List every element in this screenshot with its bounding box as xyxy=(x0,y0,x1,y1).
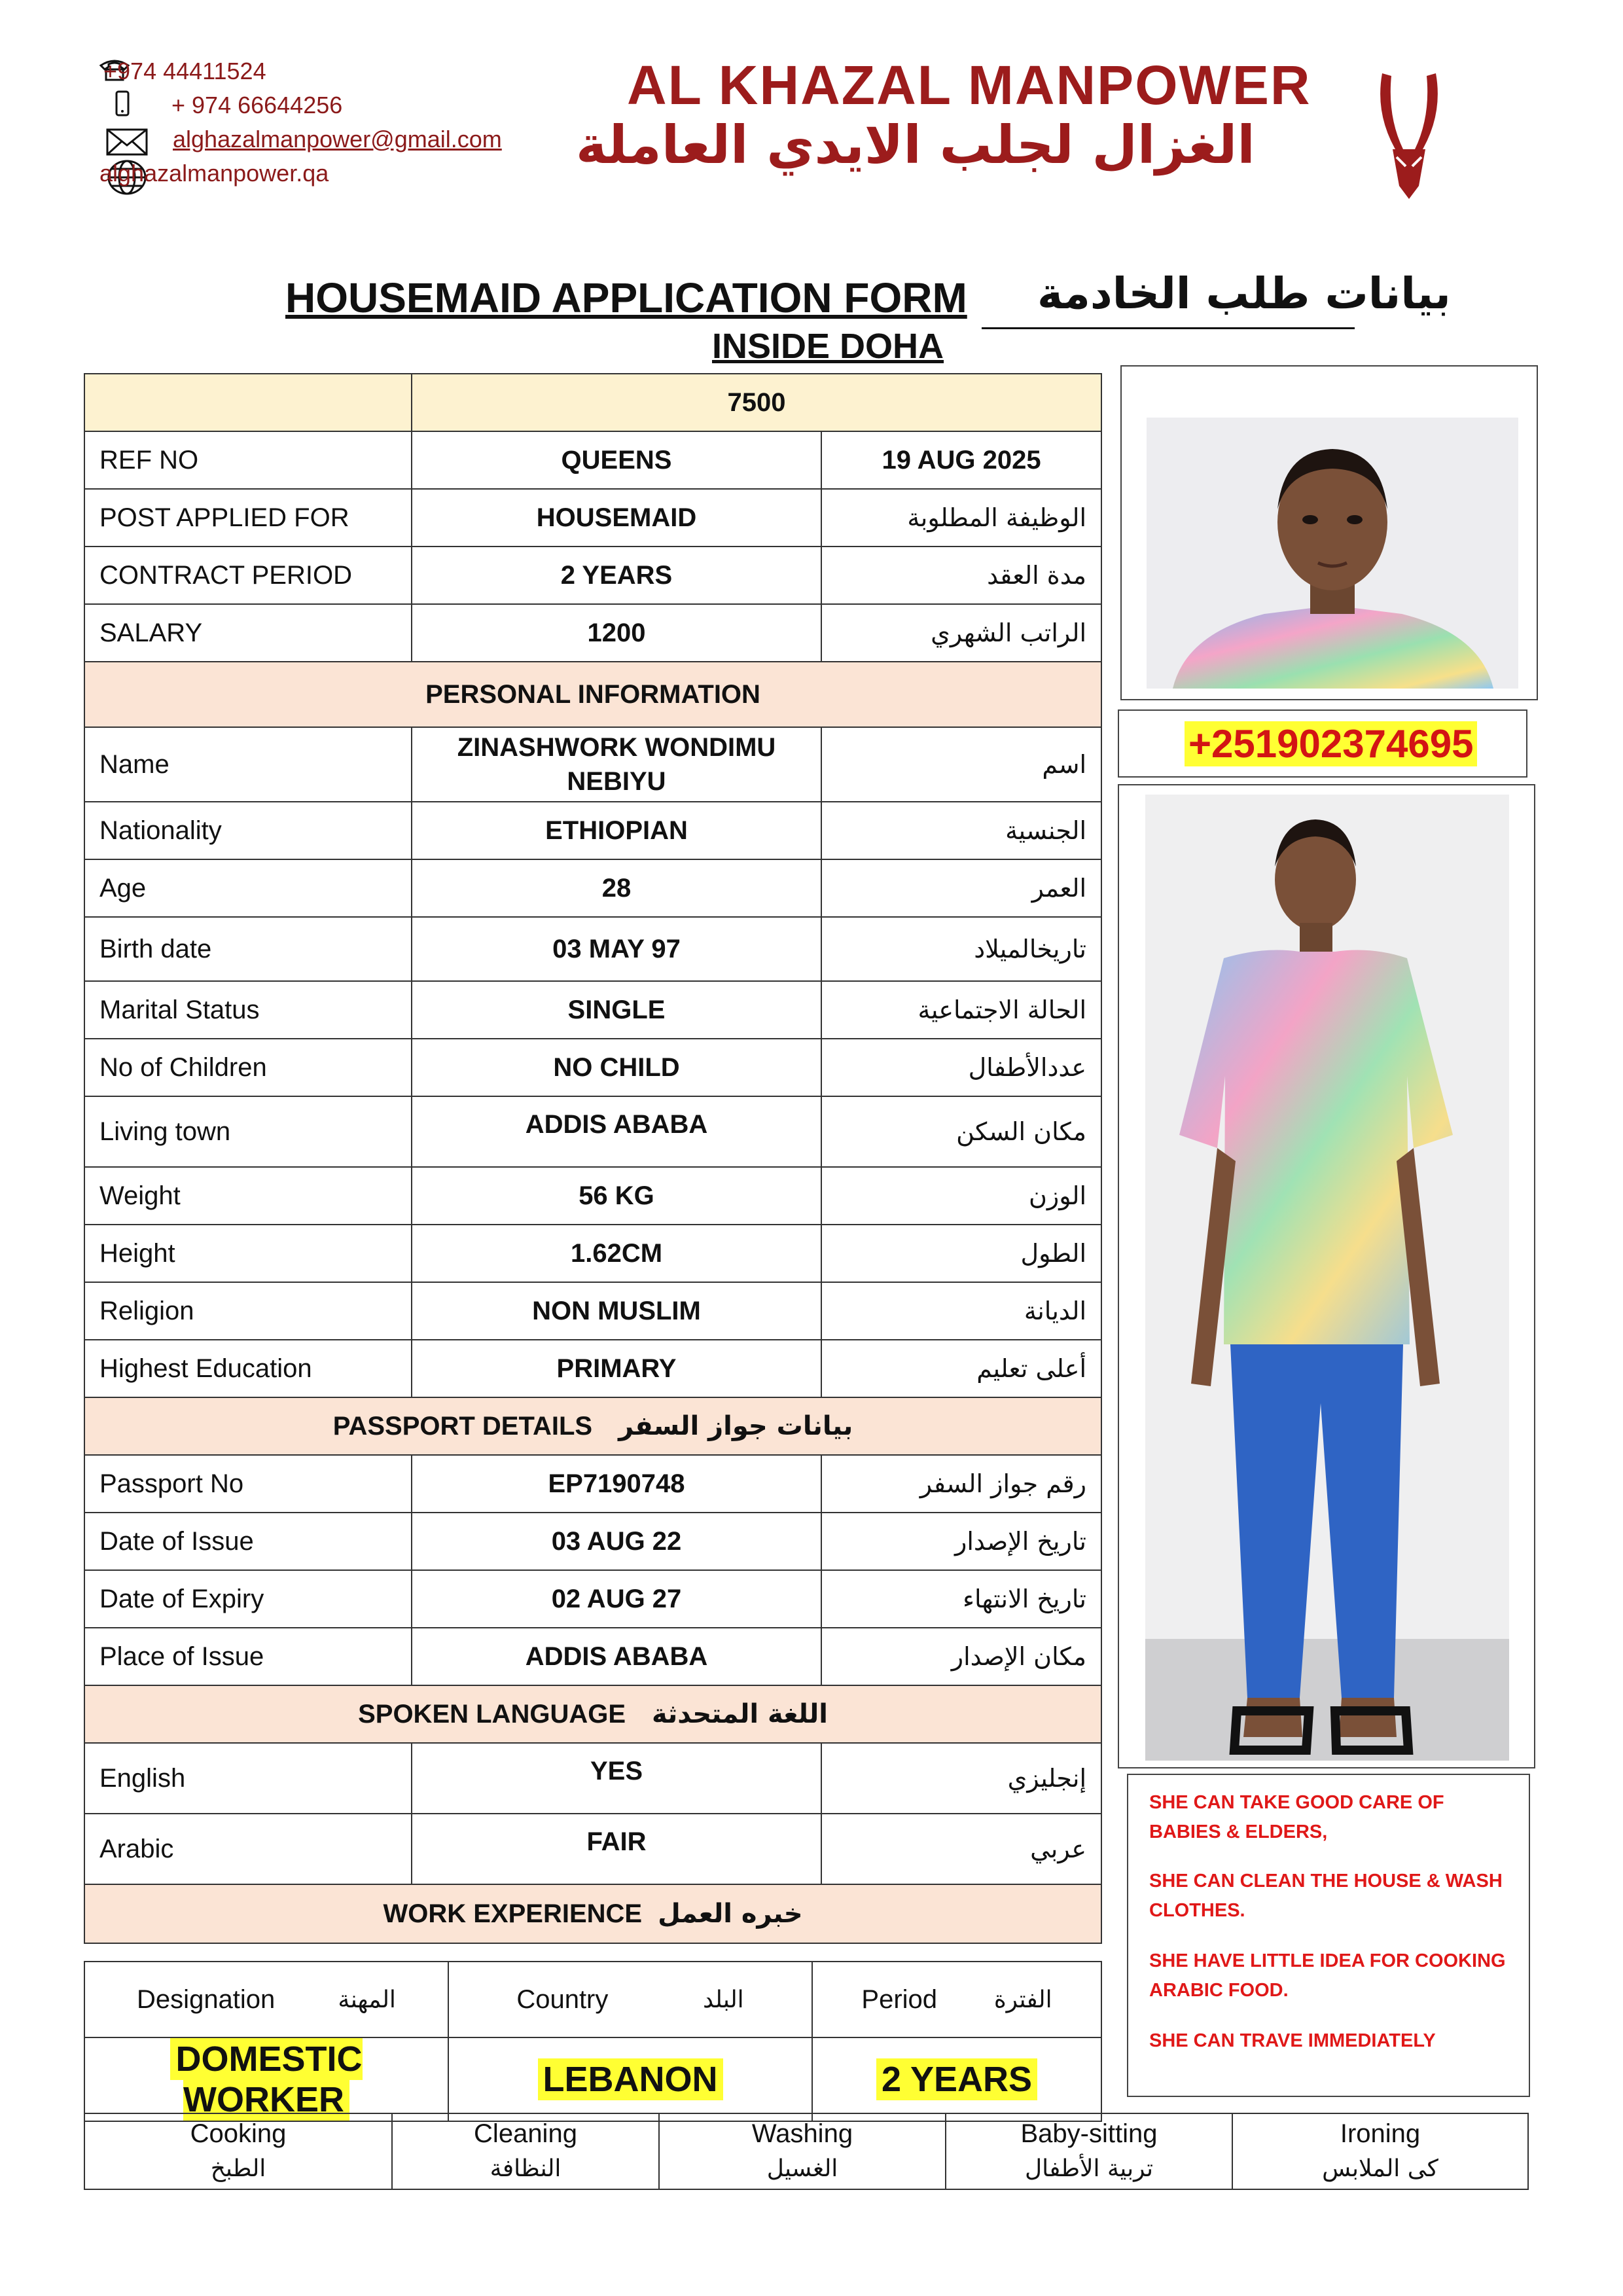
section-header-personal xyxy=(84,662,1101,727)
row-label: POST APPLIED FOR xyxy=(84,489,412,547)
table-row xyxy=(84,1039,1101,1096)
work-experience-table xyxy=(84,1961,1102,2122)
section-title xyxy=(84,1884,1101,1943)
email-link[interactable] xyxy=(173,126,502,153)
brand-name-english: AL KHAZAL MANPOWER xyxy=(627,54,1311,116)
row-label: Place of Issue xyxy=(84,1628,412,1685)
row-label-arabic: مدة العقد xyxy=(821,547,1101,604)
period-header xyxy=(812,1962,1101,2037)
row-label: Arabic xyxy=(84,1814,412,1884)
row-value: 1.62CM xyxy=(412,1225,821,1282)
ref-row xyxy=(84,431,1101,489)
skill-label: Cleaning xyxy=(474,2119,577,2148)
skill-label: Baby-sitting xyxy=(1020,2119,1158,2148)
designation-header xyxy=(84,1962,448,2037)
row-label: Date of Expiry xyxy=(84,1570,412,1628)
section-title-arabic: بيانات جواز السفر xyxy=(618,1411,853,1441)
section-header-work xyxy=(84,1884,1101,1943)
brand-name-arabic: الغزال لجلب الايدي العاملة xyxy=(576,115,1255,175)
row-label-arabic: عددالأطفال xyxy=(821,1039,1101,1096)
row-label: Religion xyxy=(84,1282,412,1340)
section-title-en: SPOKEN LANGUAGE xyxy=(358,1700,626,1729)
skill-label: Cooking xyxy=(190,2119,287,2148)
row-value: FAIR xyxy=(412,1814,821,1884)
website-text[interactable]: alghazalmanpower.qa xyxy=(99,160,329,187)
table-row xyxy=(84,547,1101,604)
person-full-body-icon xyxy=(1145,795,1509,1761)
section-title-en: WORK EXPERIENCE xyxy=(383,1899,643,1928)
blank-cell xyxy=(84,374,412,431)
table-row xyxy=(84,727,1101,802)
row-label: SALARY xyxy=(84,604,412,662)
table-row xyxy=(84,859,1101,917)
row-value: 03 MAY 97 xyxy=(412,917,821,981)
row-label-arabic: الديانة xyxy=(821,1282,1101,1340)
row-value: EP7190748 xyxy=(412,1455,821,1513)
section-header-language xyxy=(84,1685,1101,1743)
row-value: 56 KG xyxy=(412,1167,821,1225)
skills-table xyxy=(84,2113,1529,2190)
skill-cell xyxy=(659,2113,946,2189)
skill-label-arabic: النظافة xyxy=(490,2155,562,2182)
work-header-row xyxy=(84,1962,1101,2037)
row-label-arabic: مكان السكن xyxy=(821,1096,1101,1167)
note-text: SHE CAN TAKE GOOD CARE OF BABIES & ELDERS, xyxy=(1149,1792,1444,1842)
row-label-arabic: أعلى تعليم xyxy=(821,1340,1101,1397)
table-row xyxy=(84,1282,1101,1340)
code-value: 7500 xyxy=(412,374,1101,431)
row-label: Living town xyxy=(84,1096,412,1167)
row-label-arabic: تاريخ الانتهاء xyxy=(821,1570,1101,1628)
period-cell xyxy=(812,2037,1101,2121)
row-label: Date of Issue xyxy=(84,1513,412,1570)
country-header xyxy=(448,1962,812,2037)
gazelle-head-icon xyxy=(1373,71,1445,204)
envelope-icon xyxy=(106,128,148,158)
table-row xyxy=(84,1570,1101,1628)
skill-cell xyxy=(84,2113,392,2189)
form-title-arabic: بيانات طلب الخادمة xyxy=(1037,268,1451,319)
row-label-arabic: الحالة الاجتماعية xyxy=(821,981,1101,1039)
row-value: ADDIS ABABA xyxy=(412,1096,821,1167)
table-row xyxy=(84,1743,1101,1814)
row-label: Marital Status xyxy=(84,981,412,1039)
row-label: Age xyxy=(84,859,412,917)
skill-label-arabic: الغسيل xyxy=(766,2155,838,2182)
skill-label: Ironing xyxy=(1340,2119,1421,2148)
table-row xyxy=(84,917,1101,981)
row-value: YES xyxy=(412,1743,821,1814)
table-row xyxy=(84,981,1101,1039)
person-portrait-icon xyxy=(1147,418,1518,689)
candidate-notes-box xyxy=(1127,1774,1530,2097)
ref-label: REF NO xyxy=(84,431,412,489)
row-label-arabic: الجنسية xyxy=(821,802,1101,859)
section-title xyxy=(84,1397,1101,1455)
period-value: 2 YEARS xyxy=(876,2058,1037,2100)
table-row xyxy=(84,1513,1101,1570)
table-row xyxy=(84,604,1101,662)
row-value: 02 AUG 27 xyxy=(412,1570,821,1628)
row-label-arabic: الوزن xyxy=(821,1167,1101,1225)
email-text[interactable]: alghazalmanpower@gmail.com xyxy=(173,126,502,152)
candidate-phone[interactable]: +251902374695 xyxy=(1185,721,1477,766)
row-label-arabic: عربي xyxy=(821,1814,1101,1884)
row-value: ZINASHWORK WONDIMU NEBIYU xyxy=(412,727,821,802)
row-label: Passport No xyxy=(84,1455,412,1513)
phone-mobile: + 974 66644256 xyxy=(171,92,343,118)
full-photo-frame xyxy=(1118,784,1535,1768)
row-label: Nationality xyxy=(84,802,412,859)
row-label: Weight xyxy=(84,1167,412,1225)
form-title: HOUSEMAID APPLICATION FORM xyxy=(285,274,967,321)
skill-cell xyxy=(1232,2113,1528,2189)
table-row xyxy=(84,1340,1101,1397)
row-label-arabic: الطول xyxy=(821,1225,1101,1282)
ref-date: 19 AUG 2025 xyxy=(821,431,1101,489)
row-label: Name xyxy=(84,727,412,802)
table-row xyxy=(84,1628,1101,1685)
period-label: Period xyxy=(861,1984,938,2014)
country-value: LEBANON xyxy=(538,2058,723,2100)
row-value: 1200 xyxy=(412,604,821,662)
row-label: Height xyxy=(84,1225,412,1282)
row-value: HOUSEMAID xyxy=(412,489,821,547)
skills-row xyxy=(84,2113,1528,2189)
row-label: Birth date xyxy=(84,917,412,981)
mobile-phone-icon xyxy=(115,90,130,119)
table-row xyxy=(84,1814,1101,1884)
row-label-arabic: رقم جواز السفر xyxy=(821,1455,1101,1513)
row-label: Highest Education xyxy=(84,1340,412,1397)
row-label: English xyxy=(84,1743,412,1814)
note-text: SHE HAVE LITTLE IDEA FOR COOKING ARABIC FOOD. xyxy=(1149,1950,1506,2001)
section-title xyxy=(84,1685,1101,1743)
designation-label: Designation xyxy=(137,1984,276,2014)
portrait-photo-frame xyxy=(1120,365,1538,700)
row-label-arabic: العمر xyxy=(821,859,1101,917)
title-underline xyxy=(982,327,1355,329)
row-label-arabic: الراتب الشهري xyxy=(821,604,1101,662)
country-cell xyxy=(448,2037,812,2121)
table-row xyxy=(84,1096,1101,1167)
row-value: PRIMARY xyxy=(412,1340,821,1397)
designation-cell xyxy=(84,2037,448,2121)
designation-label-arabic: المهنة xyxy=(338,1986,396,2013)
row-value: 2 YEARS xyxy=(412,547,821,604)
skill-cell xyxy=(946,2113,1232,2189)
section-header-passport xyxy=(84,1397,1101,1455)
country-label-arabic: البلد xyxy=(703,1986,744,2013)
row-label-arabic: الوظيفة المطلوبة xyxy=(821,489,1101,547)
period-label-arabic: الفترة xyxy=(993,1986,1052,2013)
portrait-photo xyxy=(1147,418,1518,689)
row-label-arabic: إنجليزي xyxy=(821,1743,1101,1814)
skill-label-arabic: الطبخ xyxy=(210,2155,266,2182)
row-value: 28 xyxy=(412,859,821,917)
row-value: ETHIOPIAN xyxy=(412,802,821,859)
row-value: NO CHILD xyxy=(412,1039,821,1096)
designation-value: DOMESTIC WORKER xyxy=(170,2038,362,2121)
section-title-en: PASSPORT DETAILS xyxy=(332,1412,593,1441)
table-row xyxy=(84,1167,1101,1225)
table-row xyxy=(84,489,1101,547)
form-subtitle: INSIDE DOHA xyxy=(712,327,944,366)
ref-value: QUEENS xyxy=(412,431,821,489)
row-label: CONTRACT PERIOD xyxy=(84,547,412,604)
table-row xyxy=(84,1225,1101,1282)
note-text: SHE CAN TRAVE IMMEDIATELY xyxy=(1149,2030,1436,2051)
work-value-row xyxy=(84,2037,1101,2121)
skill-label-arabic: تربية الأطفال xyxy=(1024,2155,1154,2182)
section-title-arabic: اللغة المتحدثة xyxy=(652,1699,828,1729)
code-row xyxy=(84,374,1101,431)
full-body-photo xyxy=(1145,795,1509,1761)
note-text: SHE CAN CLEAN THE HOUSE & WASH CLOTHES. xyxy=(1149,1871,1503,1921)
row-label-arabic: تاريخ الإصدار xyxy=(821,1513,1101,1570)
row-value: 03 AUG 22 xyxy=(412,1513,821,1570)
row-value: SINGLE xyxy=(412,981,821,1039)
row-label-arabic: مكان الإصدار xyxy=(821,1628,1101,1685)
phone-landline: +974 44411524 xyxy=(103,58,266,84)
row-value: ADDIS ABABA xyxy=(412,1628,821,1685)
row-value: NON MUSLIM xyxy=(412,1282,821,1340)
table-row xyxy=(84,1455,1101,1513)
row-label: No of Children xyxy=(84,1039,412,1096)
country-label: Country xyxy=(516,1984,609,2014)
section-title: PERSONAL INFORMATION xyxy=(84,662,1101,727)
skill-cell xyxy=(392,2113,659,2189)
skill-label: Washing xyxy=(751,2119,853,2148)
application-table xyxy=(84,373,1102,1944)
section-title-arabic: خبره العمل xyxy=(658,1899,803,1929)
table-row xyxy=(84,802,1101,859)
row-label-arabic: تاريخالميلاد xyxy=(821,917,1101,981)
row-label-arabic: اسم xyxy=(821,727,1101,802)
skill-label-arabic: كى الملابس xyxy=(1322,2155,1438,2182)
